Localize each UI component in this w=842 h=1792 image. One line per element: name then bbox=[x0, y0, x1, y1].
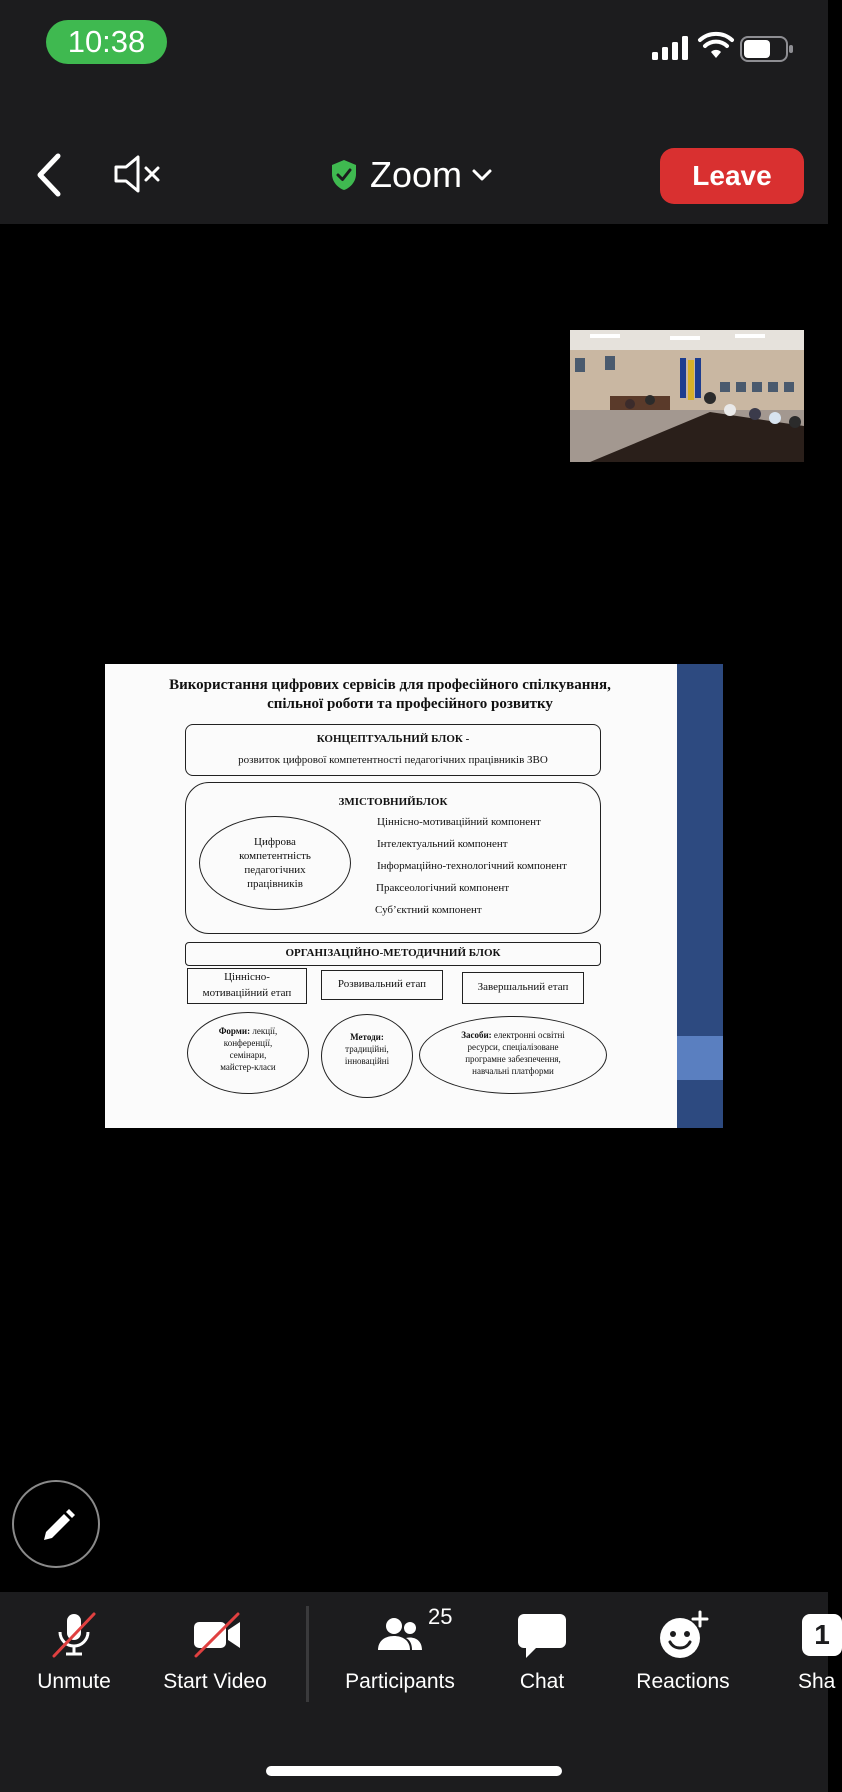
component-3: Інформаційно-технологічний компонент bbox=[377, 860, 567, 872]
camera-off-icon bbox=[190, 1610, 244, 1660]
meeting-top-bar bbox=[0, 90, 828, 224]
slide-side-tab bbox=[677, 1036, 723, 1080]
chat-label: Chat bbox=[519, 1670, 565, 1693]
shared-screen[interactable] bbox=[105, 664, 723, 1128]
stage-2-text: Розвивальний етап bbox=[337, 978, 427, 990]
stage-1-text-1: Ціннісно- bbox=[224, 971, 270, 983]
chat-icon bbox=[516, 1610, 568, 1660]
stage-3-text: Завершальний етап bbox=[477, 981, 569, 993]
speaker-muted-icon[interactable] bbox=[112, 152, 166, 196]
participants-icon bbox=[374, 1610, 426, 1660]
methods-text-2: інноваційні bbox=[344, 1056, 390, 1066]
presentation-slide bbox=[105, 664, 677, 1128]
chevron-left-icon[interactable] bbox=[30, 150, 70, 200]
meeting-title-dropdown[interactable] bbox=[330, 150, 494, 200]
ellipse-text-2: компетентність bbox=[239, 850, 311, 862]
share-button[interactable] bbox=[790, 1592, 836, 1710]
battery-icon bbox=[740, 36, 794, 62]
annotate-button[interactable] bbox=[12, 1480, 100, 1568]
slide-title-line-2: спільної роботи та професійного розвитку bbox=[267, 696, 553, 712]
org-method-header: ОРГАНІЗАЦІЙНО-МЕТОДИЧНИЙ БЛОК bbox=[285, 947, 501, 959]
component-2: Інтелектуальний компонент bbox=[377, 838, 508, 850]
content-block-header: ЗМІСТОВНИЙБЛОК bbox=[338, 796, 448, 808]
slide-side-panel bbox=[677, 664, 723, 1128]
meeting-toolbar bbox=[0, 1592, 836, 1792]
means-item-1: електронні освітні bbox=[491, 1030, 565, 1040]
chat-button[interactable] bbox=[502, 1592, 582, 1710]
start-video-label: Start Video bbox=[163, 1670, 267, 1693]
reactions-button[interactable] bbox=[628, 1592, 738, 1710]
methods-label: Методи: bbox=[350, 1032, 384, 1042]
means-label: Засоби: bbox=[461, 1030, 492, 1040]
means-text-1 bbox=[419, 1030, 607, 1041]
microphone-muted-icon bbox=[50, 1610, 98, 1660]
component-4: Праксеологічний компонент bbox=[376, 882, 510, 894]
conceptual-block bbox=[185, 724, 601, 776]
forms-text-3: семінари, bbox=[229, 1050, 267, 1060]
toolbar-divider bbox=[306, 1606, 309, 1702]
leave-button[interactable]: Leave bbox=[660, 148, 804, 204]
forms-text-4: майстер-класи bbox=[220, 1062, 276, 1072]
share-label: Sha bbox=[798, 1670, 836, 1693]
forms-label: Форми: bbox=[218, 1026, 251, 1036]
means-text-2: ресурси, спеціалізоване bbox=[467, 1042, 559, 1052]
status-bar bbox=[0, 0, 828, 90]
reactions-label: Reactions bbox=[636, 1670, 730, 1693]
component-5: Суб’єктний компонент bbox=[375, 904, 482, 916]
shield-check-icon bbox=[330, 159, 358, 191]
means-text-3: програмне забезпечення, bbox=[465, 1054, 561, 1064]
ellipse-text-1: Цифрова bbox=[254, 836, 296, 848]
means-text-4: навчальні платформи bbox=[472, 1066, 554, 1076]
forms-text-2: конференції, bbox=[223, 1038, 273, 1048]
digital-competence-ellipse bbox=[199, 816, 351, 910]
ellipse-text-4: працівників bbox=[247, 878, 303, 890]
home-indicator bbox=[266, 1766, 562, 1776]
start-video-button[interactable] bbox=[146, 1592, 284, 1710]
participants-label: Participants bbox=[345, 1670, 455, 1693]
meeting-title-label: Zoom bbox=[370, 154, 463, 195]
pencil-icon bbox=[38, 1506, 78, 1546]
wifi-icon bbox=[698, 34, 734, 60]
participant-video-thumbnail[interactable] bbox=[570, 330, 804, 462]
ellipse-text-3: педагогічних bbox=[244, 864, 306, 876]
methods-text-1: традиційні, bbox=[345, 1044, 389, 1054]
slide-title-line-1: Використання цифрових сервісів для професійного спілкування, bbox=[169, 677, 611, 693]
reactions-icon bbox=[658, 1610, 710, 1660]
component-1: Ціннісно-мотиваційний компонент bbox=[377, 816, 541, 828]
chevron-down-icon bbox=[470, 167, 494, 183]
conceptual-block-text: розвиток цифрової компетентності педагогічних працівників ЗВО bbox=[238, 754, 548, 766]
clock-time: 10:38 bbox=[46, 20, 167, 64]
stage-1-text-2: мотиваційний етап bbox=[202, 987, 292, 999]
unmute-label: Unmute bbox=[37, 1670, 111, 1693]
forms-text-1 bbox=[187, 1026, 309, 1037]
participants-count: 25 bbox=[428, 1604, 453, 1629]
unmute-button[interactable] bbox=[22, 1592, 126, 1710]
forms-item-1: лекції, bbox=[250, 1026, 278, 1036]
slide-title bbox=[125, 676, 655, 714]
share-icon: 1 bbox=[802, 1614, 842, 1656]
conceptual-block-header: КОНЦЕПТУАЛЬНИЙ БЛОК - bbox=[316, 733, 470, 745]
signal-icon bbox=[652, 36, 692, 60]
